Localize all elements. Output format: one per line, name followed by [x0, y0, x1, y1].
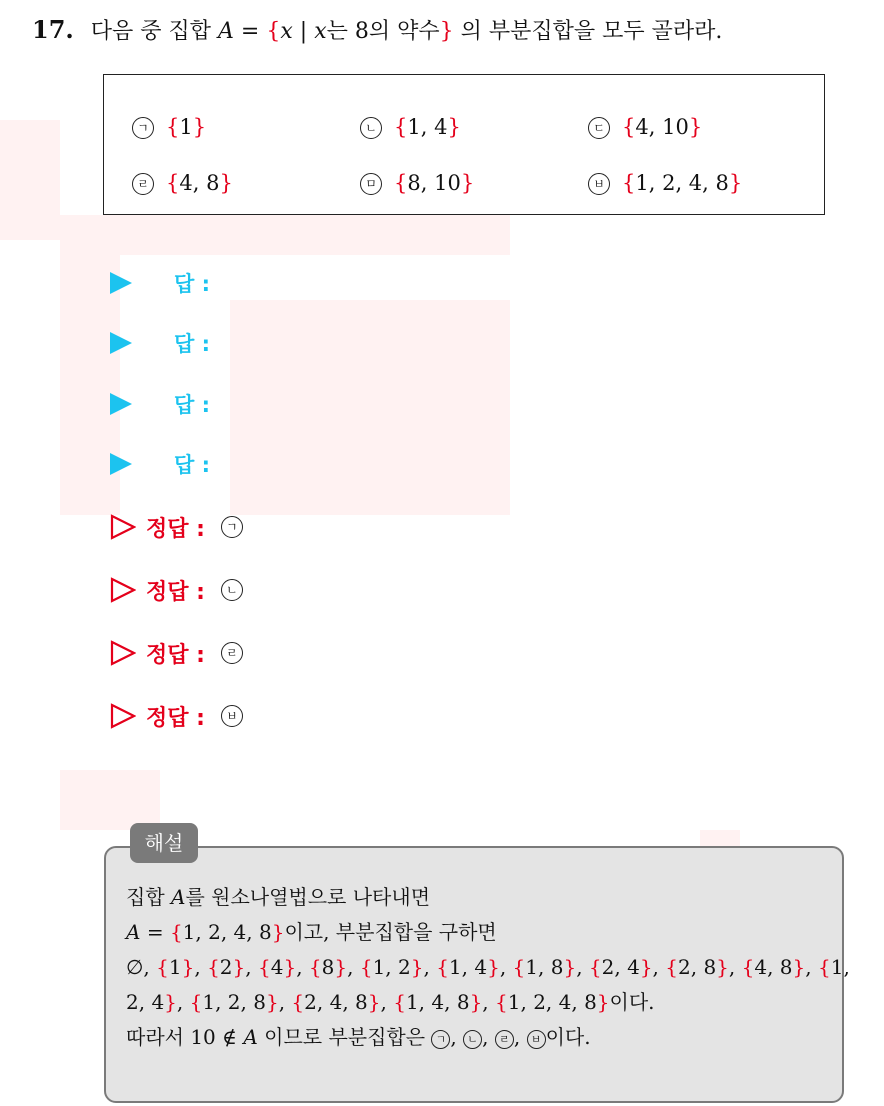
subset-item: {1},	[156, 955, 208, 979]
circled-mark-icon: ㄴ	[360, 117, 382, 139]
subset-item: {2, 4},	[588, 955, 666, 979]
subset-item: {1, 4},	[436, 955, 513, 979]
answer-label: 답 :	[174, 393, 210, 417]
subset-item: {4, 8},	[741, 955, 818, 979]
play-arrow-icon	[110, 272, 132, 294]
play-arrow-icon	[110, 393, 132, 415]
circled-mark-icon: ㄹ	[495, 1030, 514, 1049]
subset-item: {1, 4, 8},	[393, 990, 496, 1014]
watermark-block	[60, 770, 160, 830]
choice-item: ㄹ {4, 8}	[132, 171, 233, 195]
choice-item: ㅁ {8, 10}	[360, 171, 474, 195]
choices-box	[103, 74, 825, 215]
subset-item: {2, 8},	[665, 955, 742, 979]
subset-item: {1, 2, 4, 8}이다.	[495, 990, 655, 1014]
watermark-block	[0, 120, 60, 240]
choice-item: ㄱ {1}	[132, 115, 206, 139]
subset-item: 2, 4},	[126, 990, 190, 1014]
circled-mark-icon: ㄷ	[588, 117, 610, 139]
correct-label: 정답 :	[146, 705, 205, 731]
watermark-block	[230, 300, 510, 515]
circled-mark-icon: ㄹ	[132, 173, 154, 195]
explanation-box	[104, 846, 850, 1103]
answer-row[interactable]	[110, 328, 210, 358]
outline-arrow-icon	[110, 640, 136, 666]
subset-item: {8},	[308, 955, 360, 979]
answer-row[interactable]	[110, 268, 210, 298]
circled-mark-icon: ㅁ	[360, 173, 382, 195]
subset-item: {1,	[817, 955, 850, 979]
answer-label: 답 :	[174, 453, 210, 477]
circled-mark-icon: ㄱ	[132, 117, 154, 139]
choice-item: ㄷ {4, 10}	[588, 115, 702, 139]
answer-row[interactable]	[110, 449, 210, 479]
correct-label: 정답 :	[146, 642, 205, 668]
correct-label: 정답 :	[146, 579, 205, 605]
answer-label: 답 :	[174, 332, 210, 356]
circled-mark-icon: ㄴ	[221, 579, 243, 601]
subset-item: {1, 2},	[359, 955, 437, 979]
explanation-line	[126, 950, 850, 985]
subset-item: {2, 4, 8},	[291, 990, 394, 1014]
circled-mark-icon: ㄴ	[463, 1030, 482, 1049]
explanation-tag: 해설	[130, 823, 198, 863]
explanation-line: A = {1, 2, 4, 8}이고, 부분집합을 구하면	[126, 920, 497, 944]
question-number: 17.	[32, 15, 74, 44]
explanation-line	[126, 985, 822, 1020]
circled-mark-icon: ㅂ	[527, 1030, 546, 1049]
explanation-line: 따라서 10 ∉ A 이므로 부분집합은 ㄱ , ㄴ , ㄹ , ㅂ 이다.	[126, 1025, 591, 1049]
circled-mark-icon: ㄹ	[221, 642, 243, 664]
circled-mark-icon: ㅂ	[588, 173, 610, 195]
correct-answer-row	[110, 700, 243, 732]
circled-mark-icon: ㄱ	[431, 1030, 450, 1049]
answer-label: 답 :	[174, 272, 210, 296]
question-text: 17. 다음 중 집합 A = {x | x는 8의 약수} 의 부분집합을 모두 골라라.	[32, 15, 723, 44]
circled-mark-icon: ㅂ	[221, 705, 243, 727]
correct-answer-row	[110, 637, 243, 669]
subset-item: {1, 8},	[512, 955, 589, 979]
outline-arrow-icon	[110, 703, 136, 729]
play-arrow-icon	[110, 453, 132, 475]
subset-item: ∅,	[126, 955, 157, 979]
choice-item: ㄴ {1, 4}	[360, 115, 461, 139]
subset-item: {4},	[257, 955, 309, 979]
watermark-block	[60, 215, 510, 255]
correct-label: 정답 :	[146, 516, 205, 542]
correct-answer-row	[110, 574, 243, 606]
outline-arrow-icon	[110, 577, 136, 603]
correct-answer-row	[110, 511, 243, 543]
explanation-line: 집합 A를 원소나열법으로 나타내면	[126, 885, 431, 909]
subset-item: {2},	[207, 955, 258, 979]
answer-row[interactable]	[110, 389, 210, 419]
choice-item: ㅂ {1, 2, 4, 8}	[588, 171, 742, 195]
circled-mark-icon: ㄱ	[221, 516, 243, 538]
play-arrow-icon	[110, 332, 132, 354]
outline-arrow-icon	[110, 514, 136, 540]
subset-item: {1, 2, 8},	[189, 990, 292, 1014]
